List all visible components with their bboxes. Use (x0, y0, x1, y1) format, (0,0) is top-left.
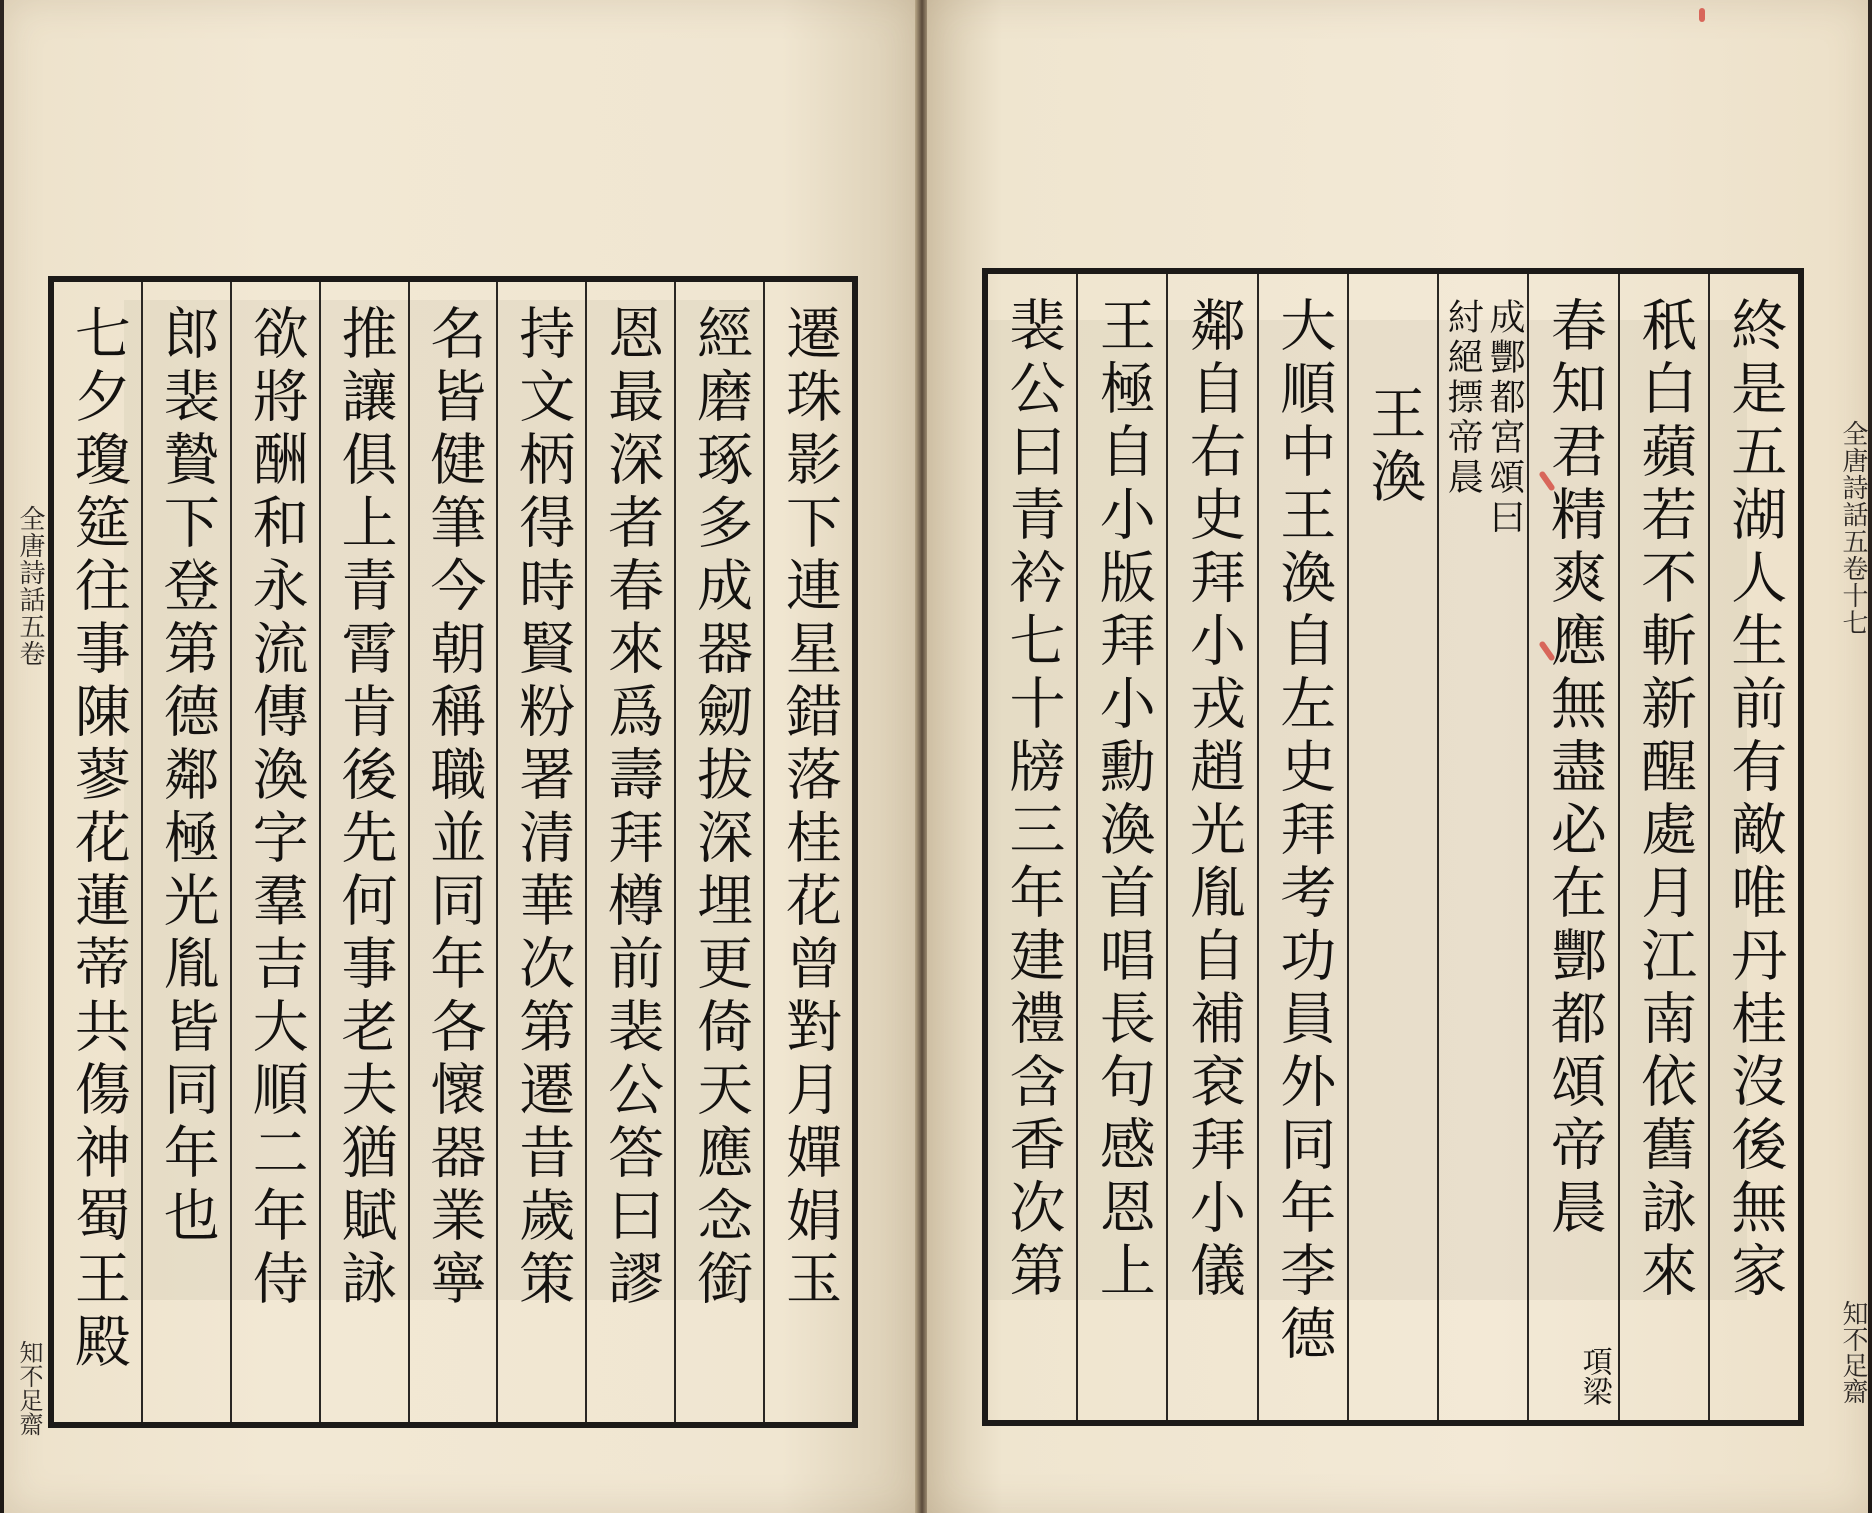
inline-note: 項梁 (1576, 1346, 1612, 1406)
left-page (4, 0, 919, 1513)
left-column-5 (410, 282, 499, 1422)
right-column-4-notes (1439, 274, 1529, 1420)
left-margin-publisher: 知不足齋 (15, 1340, 43, 1436)
left-column-2 (676, 282, 765, 1422)
red-annotation-mark (1699, 8, 1705, 22)
right-column-text: 春知君精爽應無盡必在酆都頌帝晨 (1541, 296, 1607, 1241)
right-column-2 (1620, 274, 1710, 1420)
left-column-4 (498, 282, 587, 1422)
right-column-9 (988, 274, 1078, 1420)
left-column-text: 欲將酬和永流傳渙字羣吉大順二年侍 (243, 304, 309, 1312)
note-column: 成酆都宮頌曰 (1484, 298, 1526, 538)
right-column-3 (1529, 274, 1619, 1420)
left-column-text: 七夕瓊筵往事陳蓼花蓮蒂共傷神蜀王殿 (65, 304, 131, 1375)
note-pair (1442, 274, 1526, 1420)
left-margin-title: 全唐詩話五卷 (15, 505, 45, 667)
right-column-1 (1710, 274, 1798, 1420)
left-column-6 (321, 282, 410, 1422)
right-column-7 (1168, 274, 1258, 1420)
right-column-text: 終是五湖人生前有敵唯丹桂沒後無家 (1722, 296, 1788, 1304)
right-column-5-title (1349, 274, 1439, 1420)
left-columns (54, 282, 852, 1422)
right-margin-publisher: 知不足齋 (1838, 1300, 1868, 1404)
left-column-text: 郎裴贄下登第德鄰極光胤皆同年也 (154, 304, 220, 1249)
right-columns (988, 274, 1798, 1420)
right-column-text: 裴公曰青衿七十牓三年建禮含香次第 (1000, 296, 1066, 1304)
right-column-6 (1259, 274, 1349, 1420)
right-page (927, 0, 1868, 1513)
right-column-text: 秖白蘋若不斬新醒處月江南依舊詠來 (1632, 296, 1698, 1304)
left-column-9 (54, 282, 143, 1422)
right-column-text: 王極自小版拜小勳渙首唱長句感恩上 (1090, 296, 1156, 1304)
left-column-text: 遷珠影下連星錯落桂花曾對月嬋娟玉 (776, 304, 842, 1312)
left-column-8 (143, 282, 232, 1422)
left-text-frame (48, 276, 858, 1428)
left-column-text: 恩最深者春來爲壽拜樽前裴公答曰謬 (599, 304, 665, 1312)
left-column-text: 推讓俱上青霄肯後先何事老夫猶賦詠 (332, 304, 398, 1312)
right-column-text: 鄰自右史拜小戎趙光胤自補袞拜小儀 (1180, 296, 1246, 1304)
left-column-text: 經磨琢多成器劒拔深埋更倚天應念銜 (688, 304, 754, 1312)
left-column-1 (765, 282, 852, 1422)
right-text-frame (982, 268, 1804, 1426)
right-column-8 (1078, 274, 1168, 1420)
section-title: 王渙 (1361, 384, 1427, 510)
left-column-3 (587, 282, 676, 1422)
right-margin-title: 全唐詩話五卷十七 (1838, 420, 1868, 636)
left-column-text: 持文柄得時賢粉署清華次第遷昔歲策 (510, 304, 576, 1312)
left-column-text: 名皆健筆今朝稱職並同年各懷器業寧 (421, 304, 487, 1312)
right-column-text: 大順中王渙自左史拜考功員外同年李德 (1271, 296, 1337, 1367)
left-column-7 (232, 282, 321, 1422)
note-column: 紂絕摽帝晨 (1442, 298, 1484, 498)
